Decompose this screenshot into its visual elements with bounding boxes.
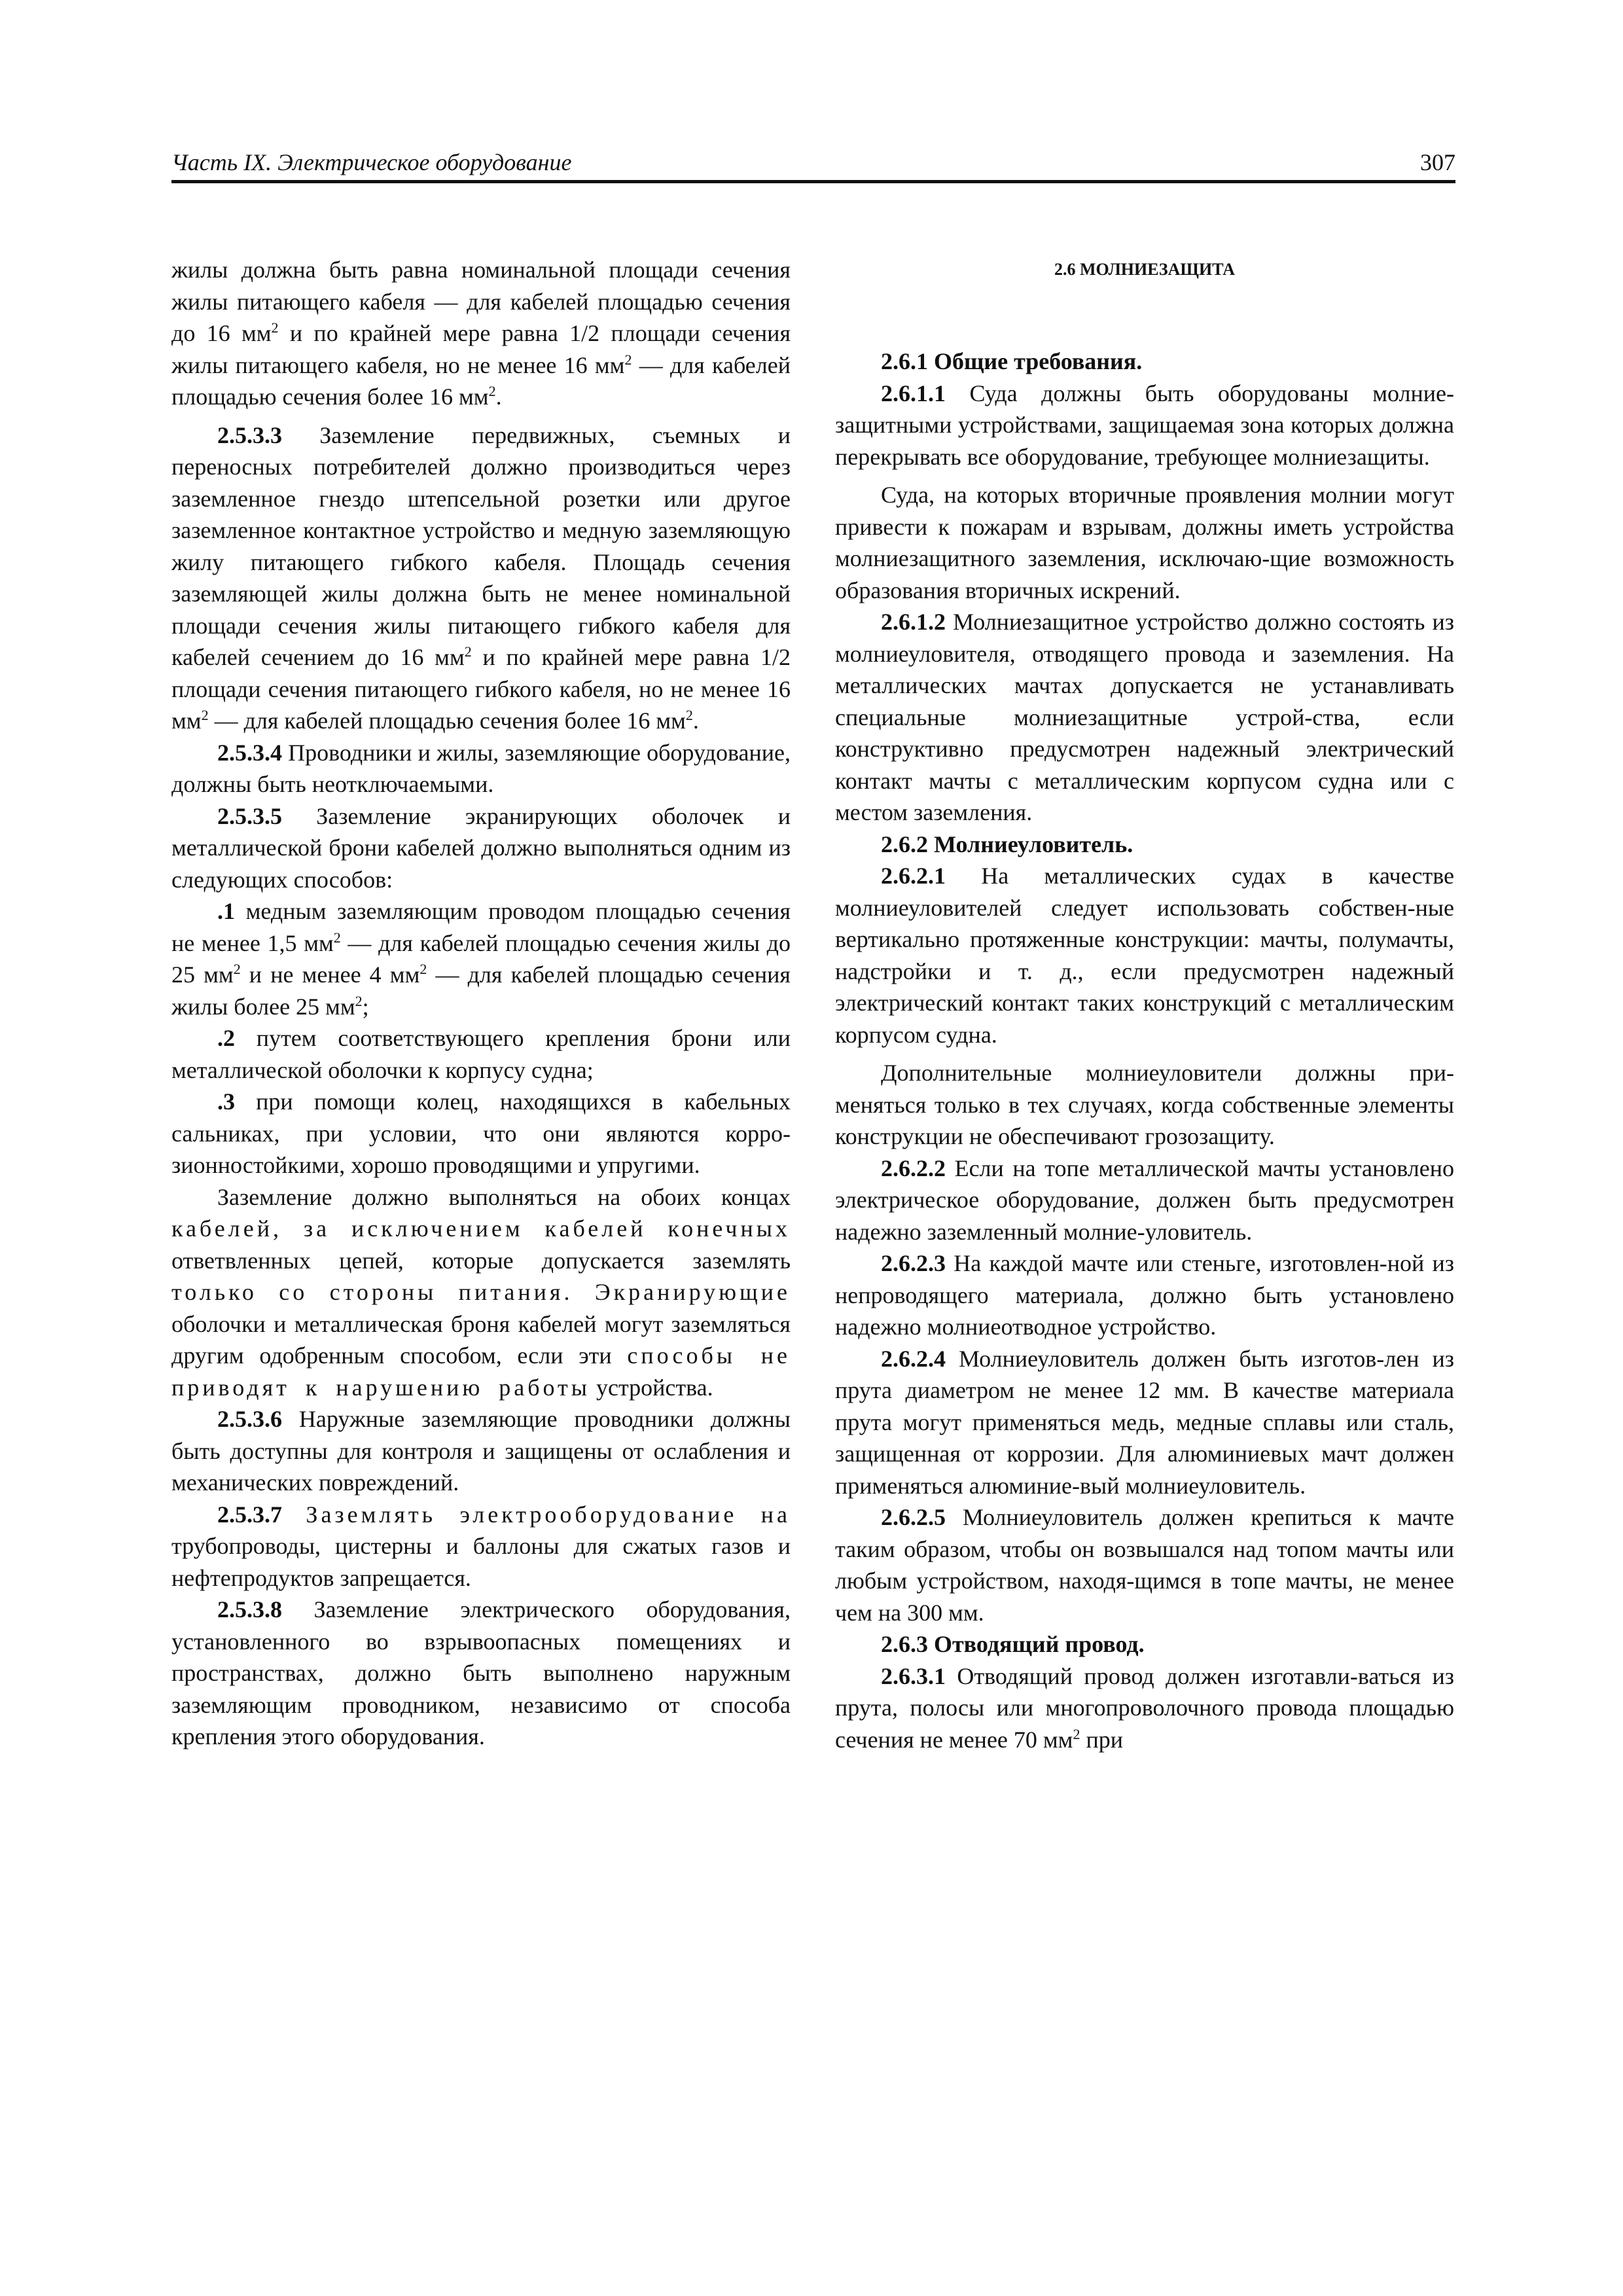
subheading-2-6-2: 2.6.2 Молниеуловитель. bbox=[881, 831, 1133, 857]
paragraph-2-5-3-4: 2.5.3.4 Проводники и жилы, заземляющие оборудование, должны быть неотключаемыми. bbox=[171, 739, 791, 797]
running-header bbox=[171, 141, 1455, 183]
paragraph-2-5-3-5: 2.5.3.5 Заземление экранирующих оболочек и металлической брони кабелей должно выполняться одним из следующих способов: bbox=[171, 802, 791, 893]
paragraph-2-6-2-1: 2.6.2.1 На металлических судах в качестве молниеуловителей следует использовать собствен-ные вертикально протяженные конструкции: мачты, полумачты, надстройки и т. д., если предусмотрен надежный электрический контакт таких конструкций с металлическим корпусом судна. bbox=[835, 863, 1454, 1048]
paragraph-2-5-3-8: 2.5.3.8 Заземление электрического оборудования, установленного во взрывоопасных помещениях и пространствах, должно быть выполнено наружным заземляющим проводником, независимо от способа крепления этого оборудования. bbox=[171, 1596, 791, 1749]
paragraph-2-5-3-6: 2.5.3.6 Наружные заземляющие проводники должны быть доступны для контроля и защищены от ослабления и механических повреждений. bbox=[171, 1406, 791, 1496]
paragraph-2-6-1-1: 2.6.1.1 Суда должны быть оборудованы молние-защитными устройствами, защищаемая зона которых должна перекрывать все оборудование, требующее молниезащиты. bbox=[835, 380, 1454, 470]
paragraph-grounding-ends: Заземление должно выполняться на обоих концах кабелей, за исключением кабелей конечных ответвленных цепей, которые допускается заземлять только со стороны питания. Экранирующие оболочки и металлическая броня кабелей могут заземляться другим одобренным способом, если эти способы не приводят к нарушению работы устройства. bbox=[171, 1183, 791, 1401]
right-column bbox=[835, 254, 1454, 1755]
paragraph-2-5-3-7: 2.5.3.7 Заземлять электрооборудование на трубопроводы, цистерны и баллоны для сжатых газов и нефтепродуктов запрещается. bbox=[171, 1501, 791, 1591]
subheading-2-6-3: 2.6.3 Отводящий провод. bbox=[881, 1631, 1145, 1657]
paragraph-additional-rods: Дополнительные молниеуловители должны при-меняться только в тех случаях, когда собственные элементы конструкции не обеспечивают грозозащиту. bbox=[835, 1060, 1454, 1149]
section-title: 2.6 МОЛНИЕЗАЩИТА bbox=[1054, 260, 1236, 279]
paragraph-2-5-3-3: 2.5.3.3 Заземление передвижных, съемных и переносных потребителей должно производиться через заземленное гнездо штепсельной розетки или другое заземленное контактное устройство и медную заземляющую жилу питающего гибкого кабеля. Площадь сечения заземляющей жилы должна быть не менее номинальной площади сечения жилы питающего гибкого кабеля для кабелей сечением до 16 $мм^2$ и по крайней мере равна 1/2 площади сечения питающего гибкого кабеля, но не менее 16 $мм^2$ — для кабелей площадью сечения более 16 $мм^2$. bbox=[171, 422, 791, 734]
paragraph-secondary-lightning: Суда, на которых вторичные проявления молнии могут привести к пожарам и взрывам, должны иметь устройства молниезащитного заземления, исключаю-щие возможность образования вторичных искрений. bbox=[835, 482, 1454, 603]
list-item-2: .2 путем соответствующего крепления брони или металлической оболочки к корпусу судна; bbox=[171, 1025, 791, 1083]
paragraph-2-6-2-5: 2.6.2.5 Молниеуловитель должен крепиться к мачте таким образом, чтобы он возвышался над топом мачты или любым устройством, находя-щимся в топе мачты, не менее чем на 300 мм. bbox=[835, 1504, 1454, 1626]
left-column bbox=[171, 254, 791, 1753]
paragraph-2-6-2-4: 2.6.2.4 Молниеуловитель должен быть изготов-лен из прута диаметром не менее 12 мм. В качестве материала прута могут применяться медь, медные сплавы или сталь, защищенная от коррозии. Для алюминиевых мачт должен применяться алюминие-вый молниеуловитель. bbox=[835, 1345, 1454, 1499]
subheading-2-6-1: 2.6.1 Общие требования. bbox=[881, 348, 1143, 374]
page-number: 307 bbox=[1420, 149, 1455, 175]
paragraph-intro: жилы должна быть равна номинальной площади сечения жилы питающего кабеля — для кабелей площадью сечения до 16 $мм^2$ и по крайней мере равна 1/2 площади сечения жилы питающего кабеля, но не менее 16 $мм^2$ — для кабелей площадью сечения более 16 $мм^2$. bbox=[171, 257, 791, 410]
list-item-3: .3 при помощи колец, находящихся в кабельных сальниках, при условии, что они являются корро-зионностойкими, хорошо проводящими и упругими. bbox=[171, 1088, 791, 1178]
header-title: Часть IX. Электрическое оборудование bbox=[171, 149, 572, 175]
paragraph-2-6-3-1: 2.6.3.1 Отводящий провод должен изготавли-ваться из прута, полосы или многопроволочного провода площадью сечения не менее 70 $мм^2$ при bbox=[835, 1662, 1454, 1753]
paragraph-2-6-2-3: 2.6.2.3 На каждой мачте или стеньге, изготовлен-ной из непроводящего материала, должно быть установлено надежно молниеотводное устройство. bbox=[835, 1250, 1454, 1340]
paragraph-2-6-1-2: 2.6.1.2 Молниезащитное устройство должно состоять из молниеуловителя, отводящего провода и заземления. На металлических мачтах допускается не устанавливать специальные молниезащитные устрой-ства, если конструктивно предусмотрен надежный электрический контакт мачты с металлическим корпусом судна или с местом заземления. bbox=[835, 609, 1454, 825]
paragraph-2-6-2-2: 2.6.2.2 Если на топе металлической мачты установлено электрическое оборудование, должен быть предусмотрен надежно заземленный молние-уловитель. bbox=[835, 1155, 1454, 1245]
list-item-1: .1 медным заземляющим проводом площадью сечения не менее 1,5 $мм^2$ — для кабелей площадью сечения жилы до 25 $мм^2$ и не менее 4 $мм^2$ — для кабелей площадью сечения жилы более 25 $мм^2$; bbox=[171, 898, 791, 1020]
